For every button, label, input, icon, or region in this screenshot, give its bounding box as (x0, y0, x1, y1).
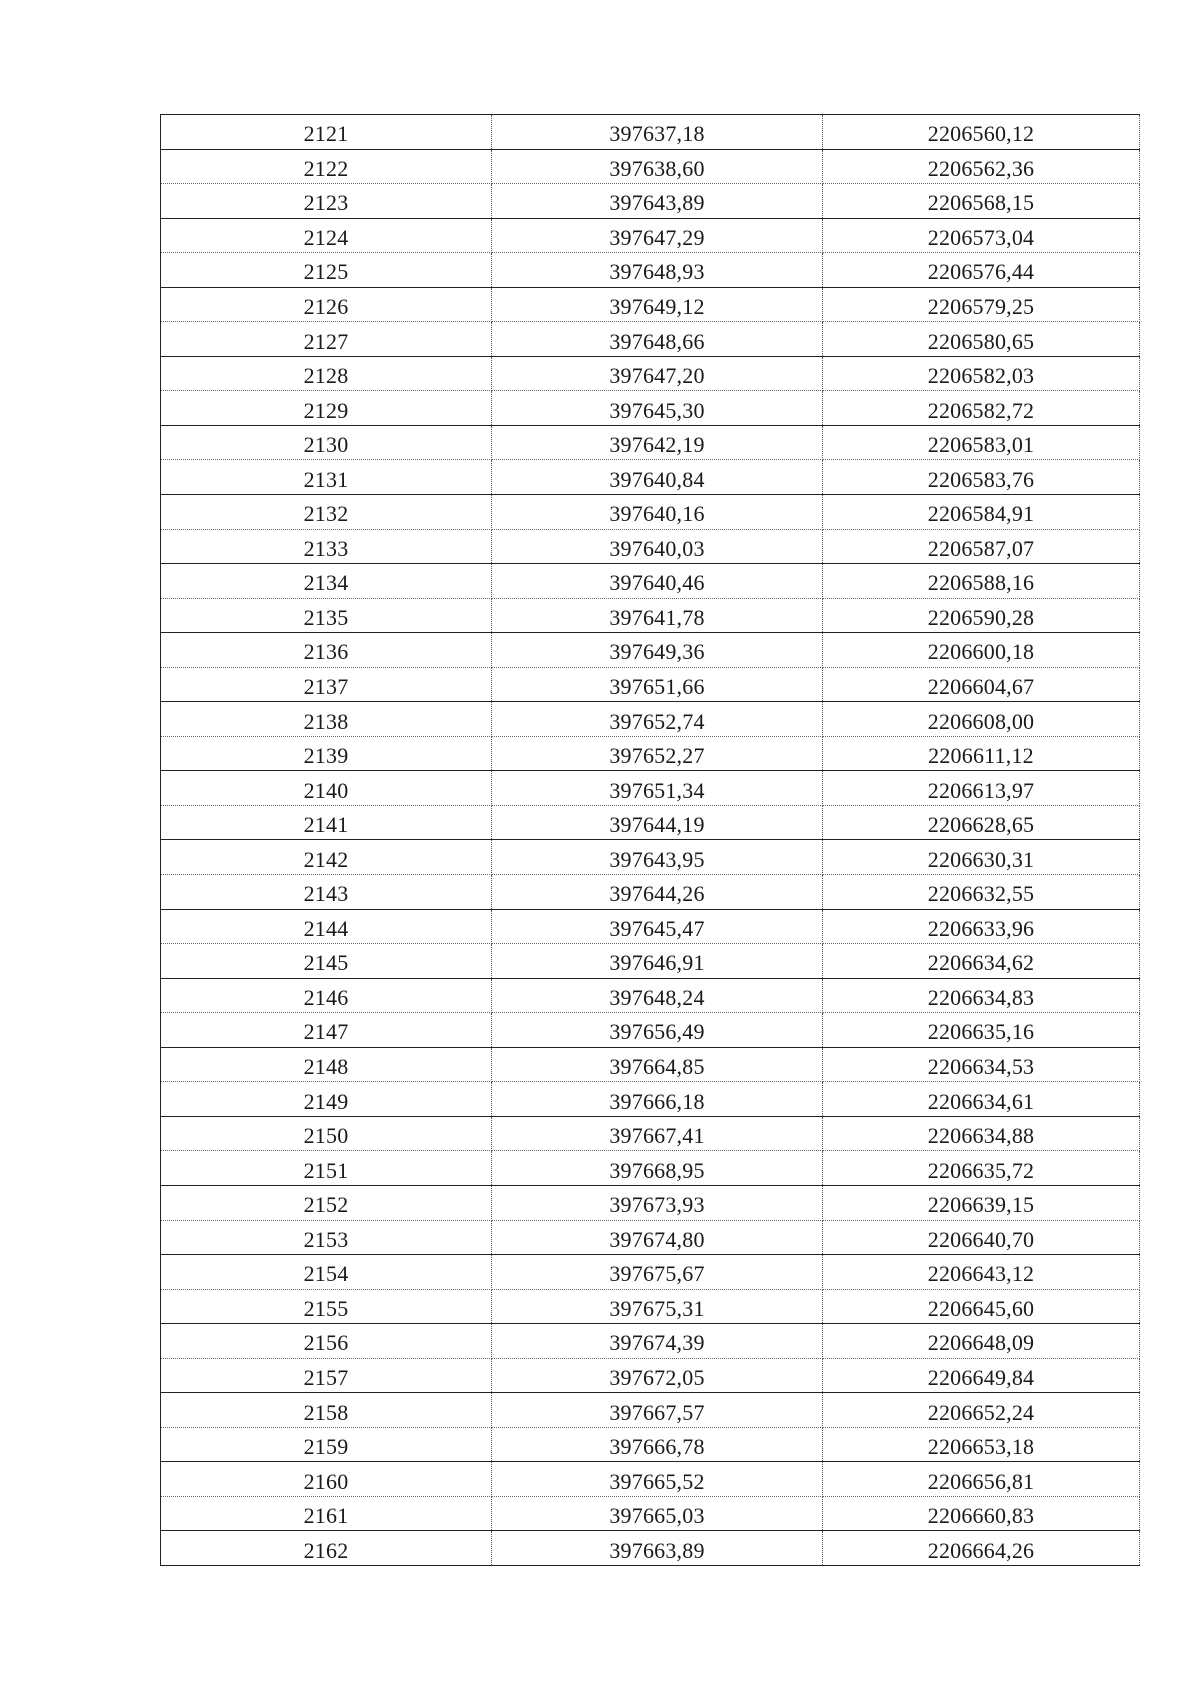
y-coordinate-cell: 2206634,62 (823, 944, 1140, 979)
y-coordinate-cell: 2206640,70 (823, 1220, 1140, 1255)
x-coordinate-cell: 397668,95 (492, 1151, 823, 1186)
table-row (161, 1324, 1140, 1359)
table-row (161, 1185, 1140, 1220)
coordinates-table (160, 114, 1140, 1566)
x-coordinate-cell: 397645,30 (492, 391, 823, 426)
x-coordinate-cell: 397649,36 (492, 633, 823, 668)
y-coordinate-cell: 2206645,60 (823, 1289, 1140, 1324)
x-coordinate-cell: 397640,46 (492, 564, 823, 599)
y-coordinate-cell: 2206588,16 (823, 564, 1140, 599)
point-number-cell: 2155 (161, 1289, 492, 1324)
x-coordinate-cell: 397643,89 (492, 184, 823, 219)
table-row (161, 1082, 1140, 1117)
x-coordinate-cell: 397664,85 (492, 1047, 823, 1082)
table-row (161, 495, 1140, 530)
table-row (161, 115, 1140, 150)
x-coordinate-cell: 397673,93 (492, 1185, 823, 1220)
x-coordinate-cell: 397666,18 (492, 1082, 823, 1117)
point-number-cell: 2125 (161, 253, 492, 288)
table-row (161, 944, 1140, 979)
x-coordinate-cell: 397642,19 (492, 425, 823, 460)
point-number-cell: 2158 (161, 1393, 492, 1428)
point-number-cell: 2123 (161, 184, 492, 219)
point-number-cell: 2146 (161, 978, 492, 1013)
y-coordinate-cell: 2206635,16 (823, 1013, 1140, 1048)
y-coordinate-cell: 2206643,12 (823, 1255, 1140, 1290)
y-coordinate-cell: 2206649,84 (823, 1358, 1140, 1393)
table-row (161, 287, 1140, 322)
x-coordinate-cell: 397640,84 (492, 460, 823, 495)
point-number-cell: 2129 (161, 391, 492, 426)
point-number-cell: 2126 (161, 287, 492, 322)
x-coordinate-cell: 397638,60 (492, 149, 823, 184)
y-coordinate-cell: 2206560,12 (823, 115, 1140, 150)
point-number-cell: 2149 (161, 1082, 492, 1117)
y-coordinate-cell: 2206579,25 (823, 287, 1140, 322)
y-coordinate-cell: 2206562,36 (823, 149, 1140, 184)
y-coordinate-cell: 2206568,15 (823, 184, 1140, 219)
y-coordinate-cell: 2206582,03 (823, 356, 1140, 391)
table-row (161, 460, 1140, 495)
table-row (161, 1289, 1140, 1324)
table-row (161, 1220, 1140, 1255)
table-row (161, 667, 1140, 702)
table-row (161, 391, 1140, 426)
point-number-cell: 2160 (161, 1462, 492, 1497)
y-coordinate-cell: 2206611,12 (823, 736, 1140, 771)
x-coordinate-cell: 397675,31 (492, 1289, 823, 1324)
table-row (161, 805, 1140, 840)
y-coordinate-cell: 2206600,18 (823, 633, 1140, 668)
x-coordinate-cell: 397652,74 (492, 702, 823, 737)
x-coordinate-cell: 397645,47 (492, 909, 823, 944)
y-coordinate-cell: 2206582,72 (823, 391, 1140, 426)
x-coordinate-cell: 397648,93 (492, 253, 823, 288)
x-coordinate-cell: 397656,49 (492, 1013, 823, 1048)
y-coordinate-cell: 2206583,01 (823, 425, 1140, 460)
point-number-cell: 2162 (161, 1531, 492, 1566)
point-number-cell: 2143 (161, 875, 492, 910)
x-coordinate-cell: 397674,39 (492, 1324, 823, 1359)
point-number-cell: 2150 (161, 1116, 492, 1151)
y-coordinate-cell: 2206634,88 (823, 1116, 1140, 1151)
y-coordinate-cell: 2206590,28 (823, 598, 1140, 633)
table-row (161, 1427, 1140, 1462)
x-coordinate-cell: 397667,41 (492, 1116, 823, 1151)
point-number-cell: 2121 (161, 115, 492, 150)
point-number-cell: 2134 (161, 564, 492, 599)
y-coordinate-cell: 2206584,91 (823, 495, 1140, 530)
y-coordinate-cell: 2206639,15 (823, 1185, 1140, 1220)
y-coordinate-cell: 2206653,18 (823, 1427, 1140, 1462)
table-row (161, 1116, 1140, 1151)
table-row (161, 1151, 1140, 1186)
point-number-cell: 2144 (161, 909, 492, 944)
y-coordinate-cell: 2206635,72 (823, 1151, 1140, 1186)
table-row (161, 1358, 1140, 1393)
x-coordinate-cell: 397647,29 (492, 218, 823, 253)
table-row (161, 529, 1140, 564)
table-row (161, 702, 1140, 737)
y-coordinate-cell: 2206613,97 (823, 771, 1140, 806)
table-row (161, 875, 1140, 910)
x-coordinate-cell: 397648,24 (492, 978, 823, 1013)
table-row (161, 1531, 1140, 1566)
table-row (161, 771, 1140, 806)
table-row (161, 1013, 1140, 1048)
point-number-cell: 2136 (161, 633, 492, 668)
point-number-cell: 2157 (161, 1358, 492, 1393)
y-coordinate-cell: 2206630,31 (823, 840, 1140, 875)
point-number-cell: 2156 (161, 1324, 492, 1359)
point-number-cell: 2153 (161, 1220, 492, 1255)
y-coordinate-cell: 2206573,04 (823, 218, 1140, 253)
table-row (161, 909, 1140, 944)
x-coordinate-cell: 397640,03 (492, 529, 823, 564)
table-row (161, 978, 1140, 1013)
table-row (161, 1393, 1140, 1428)
table-row (161, 736, 1140, 771)
point-number-cell: 2142 (161, 840, 492, 875)
table-row (161, 253, 1140, 288)
y-coordinate-cell: 2206664,26 (823, 1531, 1140, 1566)
point-number-cell: 2159 (161, 1427, 492, 1462)
point-number-cell: 2128 (161, 356, 492, 391)
x-coordinate-cell: 397644,26 (492, 875, 823, 910)
y-coordinate-cell: 2206604,67 (823, 667, 1140, 702)
x-coordinate-cell: 397672,05 (492, 1358, 823, 1393)
x-coordinate-cell: 397667,57 (492, 1393, 823, 1428)
table-row (161, 598, 1140, 633)
point-number-cell: 2132 (161, 495, 492, 530)
point-number-cell: 2141 (161, 805, 492, 840)
point-number-cell: 2122 (161, 149, 492, 184)
point-number-cell: 2140 (161, 771, 492, 806)
table-row (161, 322, 1140, 357)
point-number-cell: 2152 (161, 1185, 492, 1220)
table-row (161, 1255, 1140, 1290)
y-coordinate-cell: 2206633,96 (823, 909, 1140, 944)
y-coordinate-cell: 2206660,83 (823, 1496, 1140, 1531)
y-coordinate-cell: 2206634,53 (823, 1047, 1140, 1082)
coordinates-table-body (161, 115, 1140, 1566)
point-number-cell: 2138 (161, 702, 492, 737)
y-coordinate-cell: 2206634,83 (823, 978, 1140, 1013)
point-number-cell: 2135 (161, 598, 492, 633)
point-number-cell: 2124 (161, 218, 492, 253)
y-coordinate-cell: 2206580,65 (823, 322, 1140, 357)
point-number-cell: 2148 (161, 1047, 492, 1082)
point-number-cell: 2147 (161, 1013, 492, 1048)
table-row (161, 1047, 1140, 1082)
y-coordinate-cell: 2206608,00 (823, 702, 1140, 737)
table-row (161, 1462, 1140, 1497)
y-coordinate-cell: 2206632,55 (823, 875, 1140, 910)
x-coordinate-cell: 397666,78 (492, 1427, 823, 1462)
x-coordinate-cell: 397646,91 (492, 944, 823, 979)
x-coordinate-cell: 397675,67 (492, 1255, 823, 1290)
y-coordinate-cell: 2206634,61 (823, 1082, 1140, 1117)
point-number-cell: 2139 (161, 736, 492, 771)
x-coordinate-cell: 397640,16 (492, 495, 823, 530)
x-coordinate-cell: 397651,66 (492, 667, 823, 702)
x-coordinate-cell: 397652,27 (492, 736, 823, 771)
point-number-cell: 2145 (161, 944, 492, 979)
point-number-cell: 2137 (161, 667, 492, 702)
table-row (161, 425, 1140, 460)
table-row (161, 356, 1140, 391)
y-coordinate-cell: 2206652,24 (823, 1393, 1140, 1428)
table-row (161, 218, 1140, 253)
point-number-cell: 2133 (161, 529, 492, 564)
x-coordinate-cell: 397665,03 (492, 1496, 823, 1531)
x-coordinate-cell: 397643,95 (492, 840, 823, 875)
point-number-cell: 2161 (161, 1496, 492, 1531)
table-row (161, 149, 1140, 184)
table-row (161, 564, 1140, 599)
x-coordinate-cell: 397641,78 (492, 598, 823, 633)
point-number-cell: 2130 (161, 425, 492, 460)
table-row (161, 633, 1140, 668)
x-coordinate-cell: 397663,89 (492, 1531, 823, 1566)
x-coordinate-cell: 397651,34 (492, 771, 823, 806)
x-coordinate-cell: 397649,12 (492, 287, 823, 322)
point-number-cell: 2131 (161, 460, 492, 495)
y-coordinate-cell: 2206576,44 (823, 253, 1140, 288)
point-number-cell: 2127 (161, 322, 492, 357)
table-row (161, 1496, 1140, 1531)
x-coordinate-cell: 397648,66 (492, 322, 823, 357)
y-coordinate-cell: 2206587,07 (823, 529, 1140, 564)
y-coordinate-cell: 2206648,09 (823, 1324, 1140, 1359)
point-number-cell: 2151 (161, 1151, 492, 1186)
x-coordinate-cell: 397637,18 (492, 115, 823, 150)
y-coordinate-cell: 2206656,81 (823, 1462, 1140, 1497)
table-row (161, 184, 1140, 219)
x-coordinate-cell: 397644,19 (492, 805, 823, 840)
x-coordinate-cell: 397674,80 (492, 1220, 823, 1255)
y-coordinate-cell: 2206628,65 (823, 805, 1140, 840)
x-coordinate-cell: 397665,52 (492, 1462, 823, 1497)
point-number-cell: 2154 (161, 1255, 492, 1290)
x-coordinate-cell: 397647,20 (492, 356, 823, 391)
y-coordinate-cell: 2206583,76 (823, 460, 1140, 495)
table-row (161, 840, 1140, 875)
